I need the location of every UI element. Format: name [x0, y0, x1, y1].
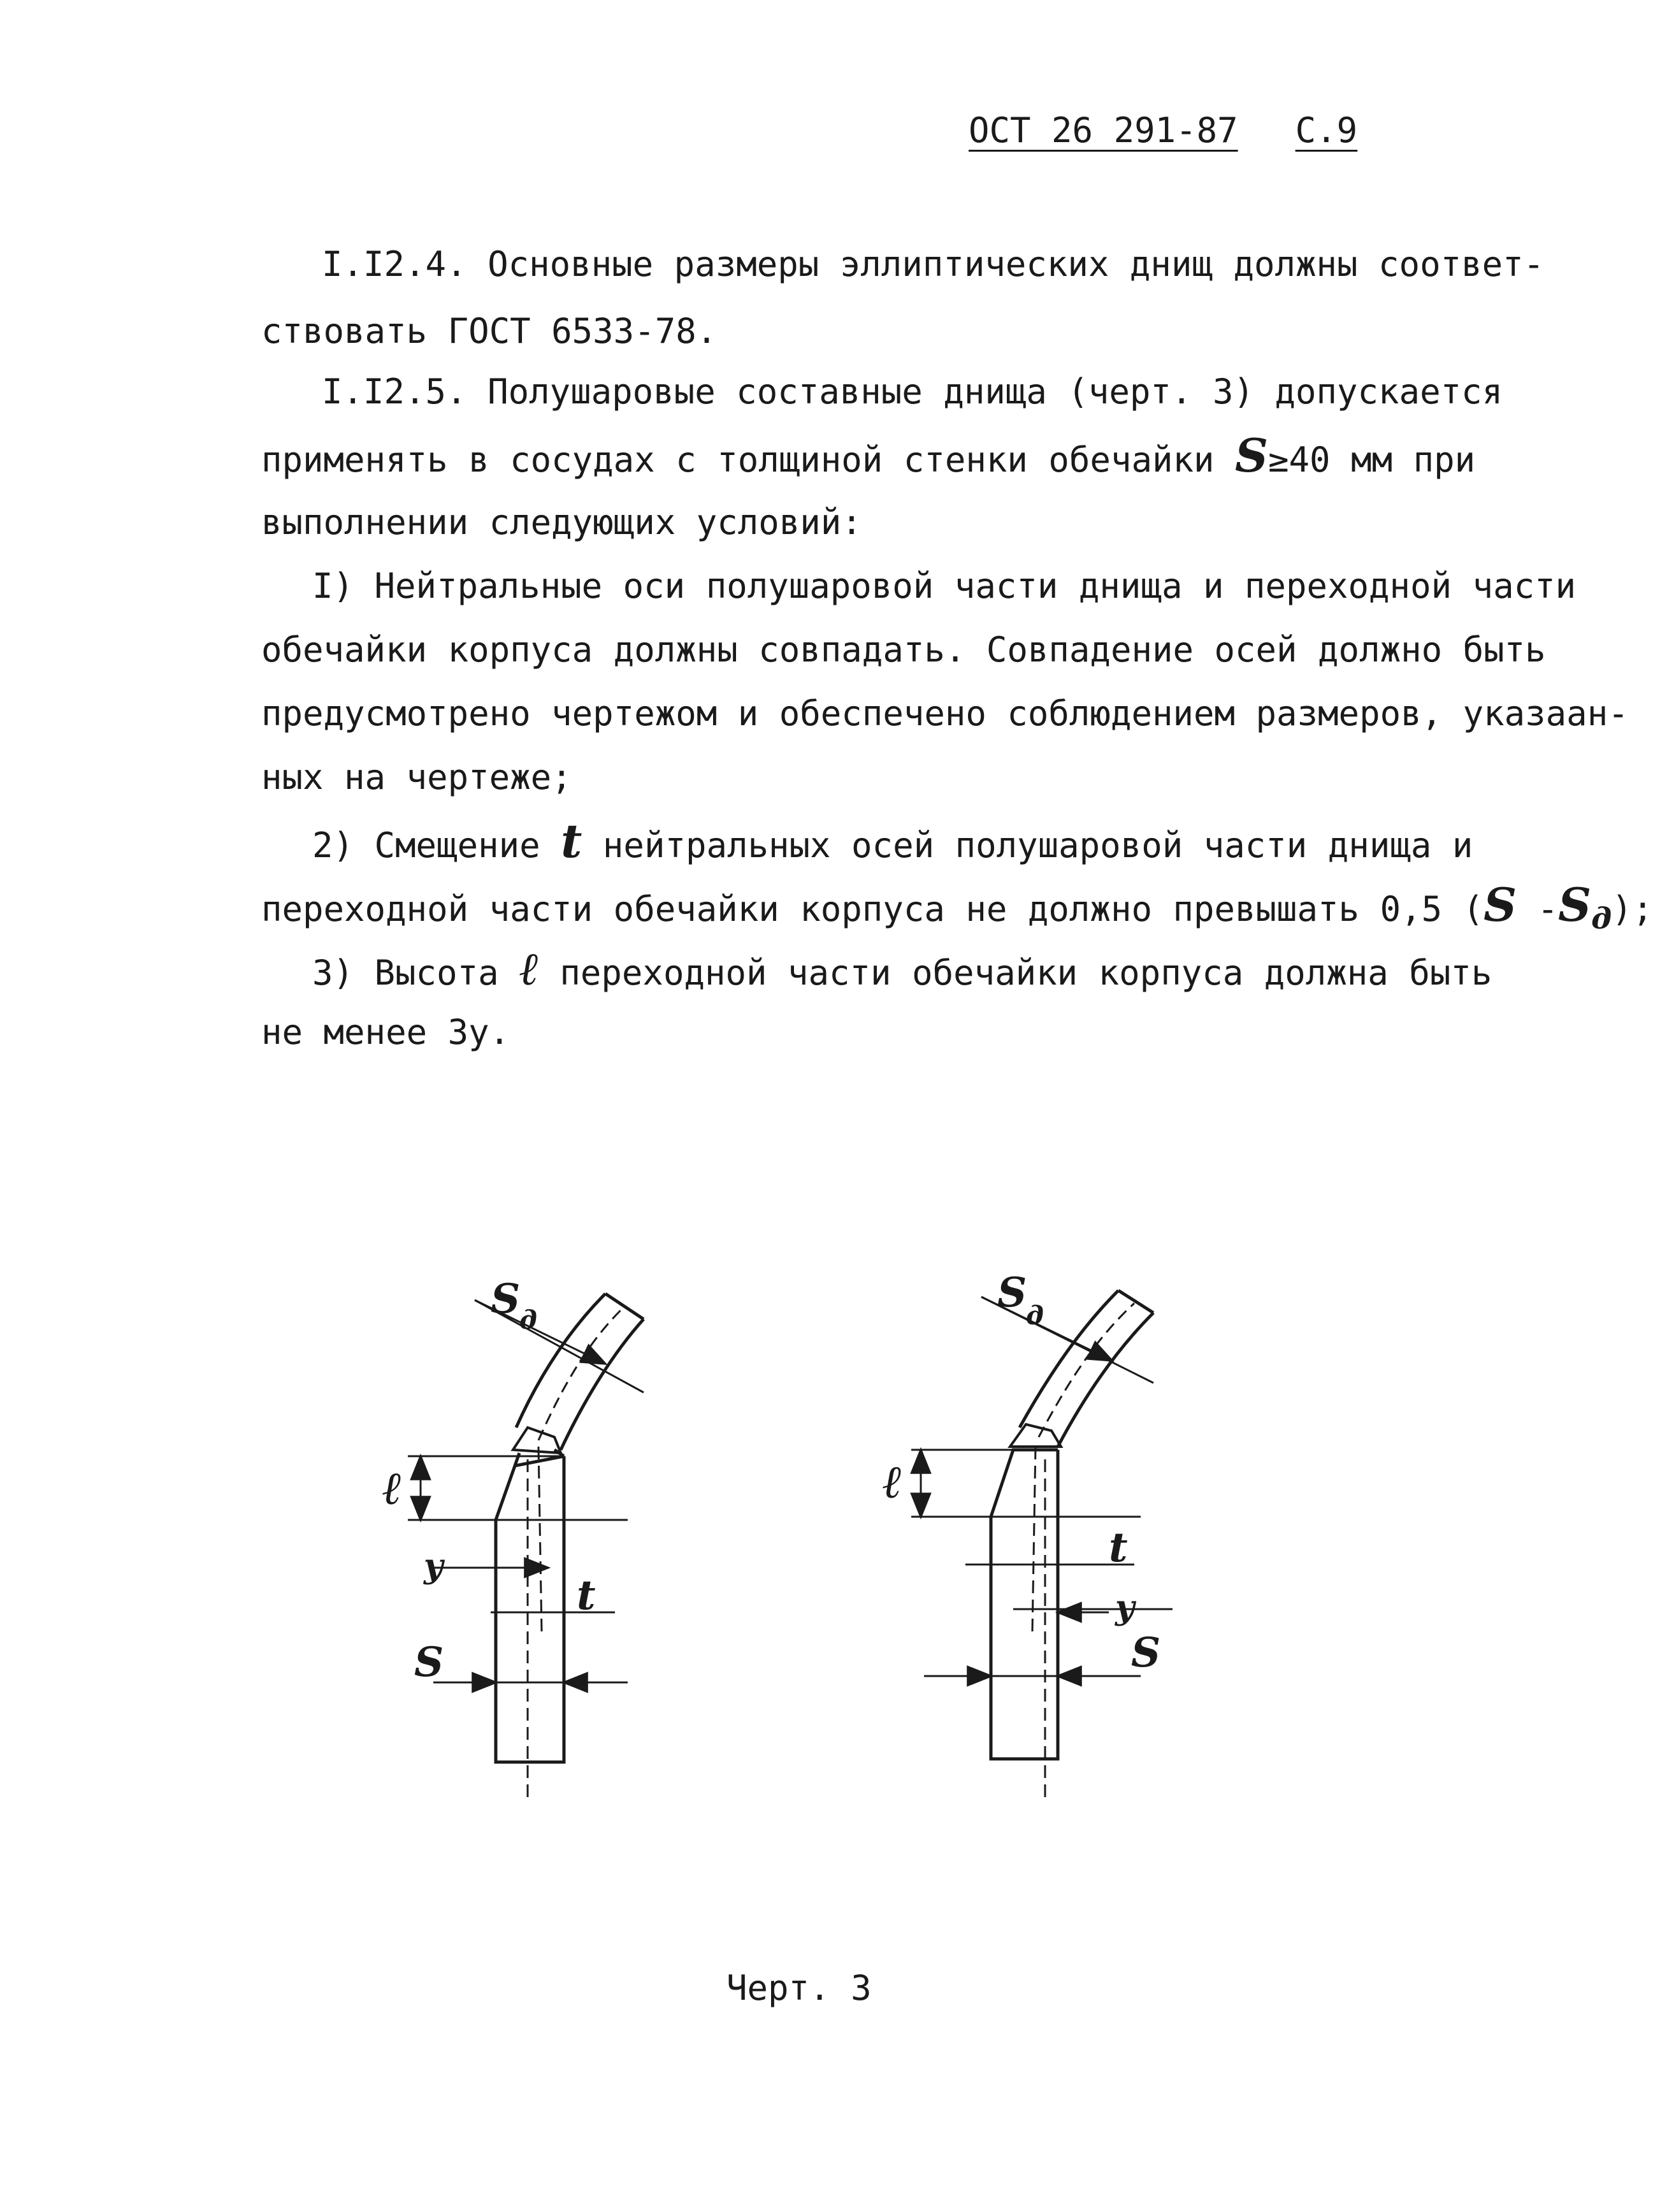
left-head-inner: [561, 1319, 644, 1450]
symbol-sub-d: д: [1591, 900, 1612, 936]
right-transition: [991, 1450, 1058, 1517]
right-label-l: ℓ: [883, 1454, 902, 1508]
right-label-t: t: [1109, 1524, 1128, 1572]
right-head-end: [1118, 1290, 1153, 1313]
condition-1-line-3: предусмотрено чертежом и обеспечено соблюдением размеров, указаан-: [261, 693, 1629, 734]
right-shell-outline: [991, 1450, 1058, 1759]
condition-1-line-1: I) Нейтральные оси полушаровой части днища и переходной части: [312, 566, 1577, 606]
left-transition: [496, 1456, 564, 1520]
left-label-sd: S: [491, 1275, 521, 1323]
left-head-end: [605, 1294, 644, 1319]
paragraph-1-12-5-line-3: выполнении следующих условий:: [261, 502, 862, 542]
right-label-sd-sub: д: [1026, 1301, 1044, 1331]
left-weld: [513, 1428, 561, 1453]
condition-2-line-2-text-a: переходной части обечайки корпуса не должно превышать 0,5 (: [261, 889, 1484, 929]
left-label-y: у: [424, 1547, 444, 1586]
symbol-l: ℓ: [519, 941, 539, 995]
right-weld: [1010, 1424, 1061, 1447]
minus-sign: -: [1517, 889, 1559, 929]
right-figure: [911, 1290, 1173, 1804]
left-shell-outline: [496, 1456, 564, 1762]
page-number: С.9: [1295, 110, 1358, 150]
left-axis-curve: [538, 1310, 621, 1440]
paragraph-1-12-4-line-2: ствовать ГОСТ 6533-78.: [261, 311, 718, 351]
left-axis-2: [538, 1447, 542, 1631]
condition-2-line-2-text-b: );: [1612, 889, 1653, 929]
paragraph-1-12-4-line-1: I.I2.4. Основные размеры эллиптических днищ должны соответ-: [322, 244, 1545, 284]
symbol-t: t: [561, 814, 582, 868]
condition-3-line-1-text-b: переходной части обечайки корпуса должна быть: [538, 953, 1492, 993]
left-label-l: ℓ: [382, 1461, 402, 1515]
left-label-t: t: [577, 1572, 596, 1619]
symbol-s-1: S: [1483, 878, 1517, 932]
figure-caption: Черт. 3: [726, 1968, 872, 2008]
right-figure-labels: [883, 1269, 1160, 1677]
symbol-s: S: [1235, 428, 1269, 482]
paragraph-1-12-5-line-2-text-b: ≥40 мм при: [1268, 440, 1476, 480]
paragraph-1-12-5-line-1: I.I2.5. Полушаровые составные днища (черт. 3) допускается: [322, 372, 1503, 412]
symbol-s-2: S: [1558, 878, 1592, 932]
document-id: ОСТ 26 291-87: [969, 110, 1238, 150]
right-label-y: у: [1115, 1588, 1136, 1627]
condition-2-line-1-text-a: 2) Смещение: [312, 825, 561, 865]
condition-1-line-2: обечайки корпуса должны совпадать. Совпадение осей должно быть: [261, 630, 1546, 670]
condition-3-line-1-text-a: 3) Высота: [312, 953, 520, 993]
condition-1-line-4: ных на чертеже;: [261, 757, 572, 797]
paragraph-1-12-5-line-2-text-a: применять в сосудах с толщиной стенки обечайки: [261, 440, 1236, 480]
left-label-sd-sub: д: [519, 1305, 537, 1335]
right-head-inner: [1058, 1313, 1153, 1447]
condition-3-line-2: не менее 3у.: [261, 1012, 510, 1052]
left-label-s: S: [414, 1638, 444, 1686]
condition-2-line-1-text-b: нейтральных осей полушаровой части днища и: [582, 825, 1473, 865]
right-label-s: S: [1131, 1629, 1161, 1677]
right-label-sd: S: [997, 1269, 1027, 1317]
right-axis-2: [1032, 1447, 1036, 1631]
